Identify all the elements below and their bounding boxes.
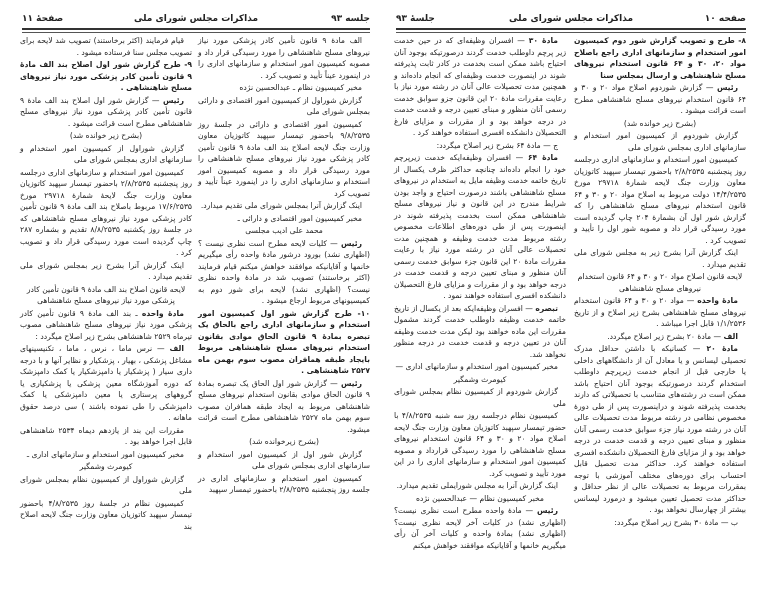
paragraph: کمیسیون امور استخدام و سازمانهای اداری در جلسه روز پنجشنبه ۲/۸/۲۵۳۵ باحضور تیمسار سپهبد	[198, 473, 370, 494]
paragraph-lead: مادهٔ ۲۰	[706, 344, 739, 353]
paragraph	[574, 331, 746, 343]
paragraph-text: — کسانیکه با داشتن حداقل مدرک تحصیلی لیسانس و یا معادل آن از دانشگاههای داخلی یا خارجی قبل از انجام خدمت زیرپرچم داوطلب استخدام گردند درصورتیکه بوجود آنان احتیاج باشد ممکن است در رشته‌های متناسب با تحصیلاتی که دارند بخدمت پذیرفته شوند و دراینصورت پس از طی دورهٔ مخصوص نظامی در رشته مربوط مدت تحصیلات عالی آنان در رشته مورد نیاز جزء سوابق خدمت رسمی آنان منظور و مبنای تعیین درجه و قدمت خدمت در درجه خواهد بود و از مزایای فارغ التحصیلان دانشکده افسری استفاده خواهند کرد. حداکثر مدت تحصیل قابل احتساب برای دوره‌های مختلف آموزشی با توجه بمقررات مربوط به تحصیلات عالی از نظر حداقل و حداکثر مدت تحصیل تعیین میشود و درمورد لیسانس بیشتر از چهارسال نخواهد بود .	[574, 344, 746, 514]
paragraph-text: — گزارش شور اول الحاق یک تبصره بمادهٔ ۹ قانون الحاق موادی بقانون استخدام نیروهای مسلح شاهنشاهی مربوط به ایجاد طبقه همافران مصوب سوم بهمن ماه ۲۵۲۷ شاهنشاهی مطرح است قرائت میشود.	[198, 378, 370, 434]
paragraph-lead: الف	[723, 331, 738, 341]
paragraph-lead: مادهٔ ۶۴	[527, 153, 559, 162]
session-number: جلسه ۹۳	[331, 14, 370, 24]
paragraph-lead: الف	[169, 344, 184, 353]
paragraph-lead: مادهٔ واحده	[697, 296, 738, 305]
centered-line: لایحه قانون اصلاح بند الف مادهٔ ۹ قانون تأمین کادر پزشکی مورد نیاز نیروهای مسلح شاهنشاهی	[26, 284, 186, 305]
paragraph	[574, 343, 746, 516]
paragraph	[20, 343, 192, 424]
paragraph: گزارش شوراول از کمیسیون امور اقتصادی و دارائی بمجلس شورای ملی	[198, 95, 370, 116]
paragraph: گزارش شور اول از کمیسیون امور استخدام و سازمانهای اداری بمجلس شورای ملی	[198, 449, 370, 470]
paragraph-lead: رئیس	[162, 95, 184, 105]
page-number: صفحه ۱۰	[704, 14, 746, 24]
text-column-right	[574, 35, 746, 529]
header-rule	[396, 28, 746, 33]
paragraph	[20, 308, 192, 343]
paragraph: کمیسیون امور استخدام و سازمانهای اداری درجلسه روز پنجشنبه ۲/۸/۲۵۳۵ باحضور تیمسار سپهبد کاتوزیان معاون وزارت جنگ لایحهٔ شمارهٔ ۲۹۷۱۸ مورخ ۱۷/۶/۲۵۳۵ مربوط باصلاح بند الف مادهٔ ۹ قانون تأمین کادر پزشکی مورد نیاز نیروهای مسلح شاهنشاهی که در جلسهٔ روز یکشنبه ۸/۸/۲۵۳۵ تقدیم و بشماره ۲۸۷ چاپ گردیده است مورد رسیدگی قرار داد و تصویب کرد .	[20, 167, 193, 257]
paragraph-lead: رئیس	[536, 506, 558, 515]
section-heading: ۹- طرح گزارش شور اول اصلاح بند الف مادهٔ ۹ قانون تأمین کادر پزشکی مورد نیاز نیروهای مسلح شاهنشاهی .	[20, 60, 192, 92]
section-heading: ۱۰- طرح گزارش شور اول کمیسیون امور استخدام و سازمانهای اداری راجع بالحاق یک تبصره بمادهٔ ۹ قانون الحاق موادی بقانون استخدام نیروهای مسلح شاهنشاهی مربوط بایجاد طبقه همافران مصوب سوم بهمن ماه ۲۵۲۷ شاهنشاهی .	[198, 308, 370, 375]
paragraph	[394, 152, 566, 302]
running-title: مذاکرات مجلس شورای ملی	[133, 14, 259, 24]
centered-line: (بشرح زیر خوانده شد)	[69, 131, 143, 140]
running-title: مذاکرات مجلس شورای ملی	[508, 14, 634, 24]
paragraph-text: — گزارش شور اول اصلاح بند الف مادهٔ ۹ قانون تأمین کادر پزشکی مورد نیاز نیروهای مسلح شاهنشاهی مطرح است قرائت میشود .	[20, 95, 192, 128]
paragraph: کمیسیون امور استخدام و سازمانهای اداری درجلسه روز پنجشنبه ۲/۸/۲۵۳۵ باحضور تیمسار سپهبد کاتوزیان معاون وزارت جنگ لایحه شمارهٔ ۲۹۷۱۸ مورخ ۱۴/۴/۲۵۳۵ دولت مربوط به اصلاح مواد ۲۰ و ۳۰ و ۶۴ قانون استخدام نیروهای مسلح شاهنشاهی را که گزارش شور اول آن بشمارهٔ ۲۰۴ چاپ گردیده است مورد رسیدگی قرار داد و مصوبه شور اول را تأیید و تصویب کرد .	[574, 155, 747, 245]
paragraph	[394, 505, 566, 551]
paragraph	[198, 238, 370, 307]
paragraph: مقررات این بند از یازدهم دیماه ۲۵۳۴ شاهنشاهی قابل اجرا خواهد بود .	[20, 425, 192, 446]
paragraph-text: — افسران وظیفه‌ای که در حین خدمت زیر پرچم داوطلب خدمت گردند درصورتیکه بوجود آنان احتیاج باشد ممکن است بخدمت در کادر ثابت پذیرفته شوند در اینصورت خدمت وظیفه‌ای که انجام داده‌اند و همچنین مدت تحصیلات عالی آنان در رشته مورد نیاز با رعایت مقررات مادهٔ ۲۰ این قانون جزو سوابق خدمت رسمی آنان منظور و مبنای تعیین درجه و قدمت خدمت در درجه خواهد بود و از مقررات و مزایای فارغ التحصیلان دانشکده افسری استفاده خواهند کرد .	[394, 36, 566, 137]
paragraph	[394, 35, 566, 139]
paragraph-text: ـ بند الف مادهٔ ۹ قانون تأمین کادر پزشکی مورد نیاز نیروهای مسلح شاهنشاهی مصوب تیرماه ۲۵۲۹ شاهنشاهی بشرح زیر اصلاح میگردد :	[20, 308, 192, 341]
paragraph: ب — مادهٔ ۳۰ بشرح زیر اصلاح میگردد:	[614, 517, 738, 527]
centered-line: (بشرح زیر خوانده شد)	[623, 118, 697, 128]
paragraph	[574, 82, 746, 117]
paragraph: اینک گزارش آنرا بشرح زیر به مجلس شورای ملی تقدیم میدارد .	[574, 248, 746, 269]
page-header	[396, 14, 746, 28]
text-column-right	[198, 35, 370, 497]
page-header	[22, 14, 370, 28]
paragraph: مخبر کمیسیون امور استخدام و سازمانهای اداری ـ	[26, 449, 184, 459]
paragraph: کمیسیون امور اقتصادی و دارائی در جلسهٔ روز ۹/۸/۲۵۳۵ باحضور تیمسار سپهبد کاتوزیان معاون وزارت جنگ لایحه اصلاح بند الف مادهٔ ۹ قانون تأمین کادر پزشکی مورد نیاز نیروهای مسلح شاهنشاهی را مورد رسیدگی قرار داد و مصوبه کمیسیون امور استخدام و سازمانهای اداری را در اینمورد عیناً تأیید و تصویب کرد	[198, 119, 370, 198]
centered-line: کیومرث وشمگیر	[79, 462, 133, 471]
paragraph-lead: رئیس	[340, 378, 362, 388]
paragraph: الف مادهٔ ۹ قانون تأمین کادر پزشکی مورد نیاز نیروهای مسلح شاهنشاهی را مورد رسیدگی قرار داد و مصوبه کمیسیون امور استخدام و سازمانهای اداری را در اینمورد عیناً تأیید و تصویب کرد .	[198, 36, 370, 80]
page-number: صفحهٔ ۱۱	[22, 14, 64, 24]
paragraph: مخبر کمیسیون امور اقتصادی و دارائی ـ	[237, 213, 362, 223]
paragraph-text: — مادهٔ ۲۰ بشرح زیر اصلاح میگردد.	[607, 331, 724, 341]
centered-line: کیومرث وشمگیر	[453, 374, 507, 384]
header-rule	[22, 28, 370, 33]
paragraph	[20, 95, 192, 130]
paragraph-lead: تبصره	[535, 303, 558, 313]
paragraph-lead: رئیس	[716, 83, 738, 92]
paragraph: اینک گزارش آنرا بشرح زیر بمجلس شورای ملی تقدیم میدارد .	[20, 260, 192, 281]
paragraph-text: — مواد ۲۰ و ۳۰ و ۶۴ قانون استخدام نیروهای مسلح شاهنشاهی بشرح زیر اصلاح و از تاریخ ۱/۱/۲۵۳۶ قابل اجرا میباشد .	[574, 296, 746, 328]
session-number: جلسهٔ ۹۳	[396, 14, 435, 24]
paragraph: مخبر کمیسیون نظام ـ عبدالحسین نژده	[239, 83, 362, 92]
paragraph-text: — مادهٔ واحده مطرح است نظری نیست؟ (اظهاری نشد) در کلیات آخر لایحه نظری نیست؟ (اظهاری نشد) بمادهٔ واحده و کلیات آخر آن رأی میگیریم خانمها و آقایانیکه موافقند خواهش میکنم	[394, 506, 566, 550]
paragraph: کمیسیون نظام درجلسه روز سه شنبه ۴/۸/۲۵۳۵ با حضور تیمسار سپهبد کاتوزیان معاون وزارت جنگ لایحه اصلاح مواد ۲۰ و ۳۰ و ۶۴ قانون استخدام نیروهای مسلح شاهنشاهی را مورد رسیدگی قرارداد و مصوبه کمیسیون امور استخدام و سازمانهای اداری را در این مورد تأیید و تصویب کرد.	[394, 411, 566, 478]
paragraph-text: — افسران وظیفه‌ایکه خدمت زیرپرچم خود را انجام داده‌اند چنانچه حداکثر ظرف یکسال از تاریخ خاتمه خدمت وظیفه مایل به استخدام در نیروهای مسلح شاهنشاهی باشند درصورت احتیاج و واجد بودن شرایط مندرج در این قانون و نیاز نیروهای مسلح شاهنشاهی ممکن است بخدمت پذیرفته شوند در اینصورت پس از طی دوره‌های اطلاعات مخصوص رشته مربوط مدت خدمت وظیفه و همچنین مدت تحصیلات عالی آنان در رشته مورد نیاز با رعایت مقررات مادهٔ ۲۰ این قانون جزء سوابق خدمت رسمی آنان منظور و مبنای تعیین درجه و قدمت خدمت در درجه خواهد بود و از مقررات و مزایای فارغ التحصیلان دانشکده افسری استفاده خواهند نمود .	[394, 153, 566, 300]
text-column-left	[20, 35, 192, 533]
paragraph: گزارش شوراول از کمیسیون نظام بمجلس شورای ملی	[20, 474, 192, 495]
paragraph: مخبر کمیسیون امور استخدام و سازمانهای اداری —	[395, 362, 558, 371]
paragraph-lead: مادهٔ ۳۰	[528, 36, 558, 45]
paragraph: گزارش شوراول از کمیسیون امور استخدام و سازمانهای اداری بمجلس شورای ملی	[20, 143, 192, 164]
paragraph	[574, 295, 746, 330]
paragraph: کمیسیون نظام در جلسهٔ روز ۴/۸/۲۵۳۵ باحضور تیمسار سپهبد کاتوزیان معاون وزارت جنگ لایحه اصلاح بند	[20, 498, 192, 531]
paragraph-text: — نرس ماما ، نرس ، ماما ، تکنیسینهای مشاغل پزشکی ، بهیار ، پزشکیار و نظایر آنها و با درجه داری سیار ( پزشکیار یا دامپزشکیار یا کمک دامپزشک که دوره آموزشگاه معین پزشکی یا پزشکیاری یا گروههای پرستاری یا معین دامپزشکی یا کمک دامپزشکی را طی نموده باشند ) سی درصد حقوق ماهانه .	[20, 344, 192, 422]
paragraph-text: — گزارش شوردوم اصلاح مواد ۲۰ و ۳۰ و ۶۴ قانون استخدام نیروهای مسلح شاهنشاهی مطرح است قرائت میشود .	[574, 83, 746, 115]
paragraph-text: — کلیات لایحه مطرح است نظری نیست ؟ (اظهاری نشد) بورود درشور مادهٔ واحده رأی میگیریم خانمها و آقایانیکه موافقند خواهش میکنم قیام فرمایند (اکثر برخاستند) تصویب شد در مادهٔ واحده نظری نیست؟ (اظهاری نشد) لایحه برای شور دوم به کمیسیونهای مربوط ارجاع میشود .	[198, 238, 370, 305]
paragraph: قیام فرمایند (اکثر برخاستند) تصویب شد لایحه برای تصویب مجلس سنا فرستاده میشود .	[20, 36, 192, 57]
centered-line: محمد علی ادیب مجلسی	[245, 226, 323, 235]
paragraph: گزارش شوردوم از کمیسیون امور استخدام و سازمانهای اداری بمجلس شورای ملی	[574, 131, 746, 152]
centered-line: لایحه قانون اصلاح مواد ۲۰ و ۳۰ و ۶۴ قانون استخدام نیروهای مسلح شاهنشاهی	[577, 272, 743, 293]
centered-line: مخبر کمیسیون نظام — عبدالحسین نژده	[416, 493, 544, 503]
paragraph: اینک گزارش آنرا به مجلس شورایملی تقدیم میدارد.	[396, 481, 558, 490]
text-column-left	[394, 35, 566, 552]
paragraph-lead: مادهٔ واحده	[141, 308, 184, 318]
section-heading: ۸- طرح و تصویب گزارش شور دوم کمیسیون امور استخدام و سازمانهای اداری راجع باصلاح مواد ۲۰، ۳۰ و ۶۴ قانون استخدام نیروهای مسلح شاهنشاهی و ارسال بمجلس سنا	[574, 36, 746, 80]
paragraph: ج — مادهٔ ۶۴ بشرح زیر اصلاح میگردد:	[436, 140, 558, 150]
paragraph	[198, 378, 370, 436]
paragraph-text: — افسران وظیفه‌ایکه بعد از یکسال از تاریخ خاتمه خدمت وظیفه داوطلب خدمت گردند مشمول مقررات این ماده خواهند بود لیکن مدت خدمت وظیفه آنان در تعیین درجه و قدمت خدمت در درجه منظور نخواهد شد.	[394, 303, 566, 359]
paragraph: گزارش شوردوم از کمیسیون نظام بمجلس شورای ملی	[394, 387, 566, 408]
centered-line: (بشرح زیرخوانده شد)	[249, 437, 319, 446]
paragraph	[394, 303, 566, 361]
paragraph: اینک گزارش آنرا بمجلس شورای ملی تقدیم میدارد.	[200, 201, 362, 210]
paragraph-lead: رئیس	[340, 238, 362, 248]
